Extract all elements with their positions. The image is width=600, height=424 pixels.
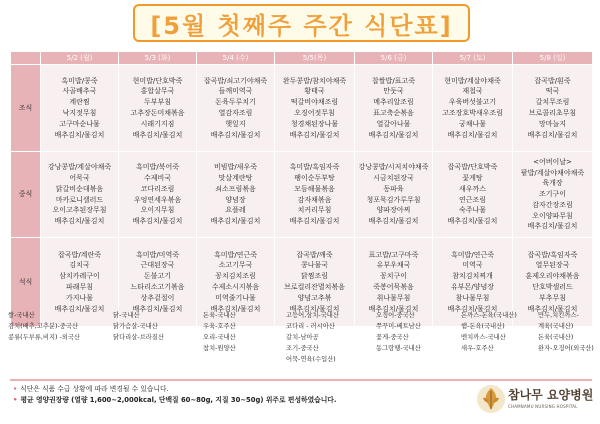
menu-item: 연근조림: [458, 195, 487, 204]
menu-item: 상추겉절이: [140, 293, 175, 302]
header-row: [11, 52, 593, 65]
menu-item: 떡갈비야채조림: [290, 98, 339, 107]
menu-item: 배추김치/물김치: [527, 222, 578, 231]
notes: [13, 384, 336, 406]
menu-cell: [119, 65, 197, 152]
menu-cell: [119, 152, 197, 238]
origin-item: 꽃게-중국산: [376, 334, 409, 341]
origin-item: 햄-돈육(국내산): [461, 323, 505, 330]
menu-item: 미역국: [462, 261, 483, 270]
menu-item: 배추김치/물김치: [368, 304, 419, 313]
menu-item: 양파장아찌: [376, 206, 411, 215]
day-header: 5/8 (일): [513, 52, 593, 65]
menu-item: 꽃게탕: [462, 173, 483, 182]
menu-item: 부추무침: [538, 293, 567, 302]
menu-item: 배추김치/물김치: [527, 304, 578, 313]
menu-item: 고조장호박새우조림: [442, 109, 503, 117]
menu-item: 닭찜조림: [300, 272, 329, 281]
menu-item: 가지나물: [65, 293, 94, 302]
origin-item: 새우-호주산: [461, 345, 494, 352]
menu-cell: [355, 65, 433, 152]
meal-row-breakfast: [11, 65, 593, 152]
menu-item: 흑미밥/미역죽: [136, 250, 179, 259]
menu-cell: [41, 152, 119, 238]
menu-cell: [197, 65, 275, 152]
title-box: [133, 4, 470, 42]
menu-item: 콩나물국: [300, 261, 329, 270]
menu-item: 황태국: [304, 87, 325, 96]
menu-item: 요플레: [225, 206, 246, 215]
origin-item: 쭈꾸미-베트남산: [376, 323, 421, 330]
menu-item: 감자채볶음: [297, 195, 332, 204]
menu-item: 양념고추볶: [297, 293, 332, 302]
menu-item: 사골배추국: [62, 87, 97, 96]
origin-item: 참치-원양산: [203, 345, 236, 352]
menu-item: 표고축순볶음: [373, 109, 414, 117]
origin-item: 코다리 - 러시아산: [286, 323, 335, 330]
note-text: 평균 영양권장량 (열량 1,600~2,000kcal, 단백질 60~80g, 지질 30~50g) 위주로 편성하였습니다.: [20, 396, 337, 404]
origin-item: 쌀-국내산: [8, 312, 35, 319]
menu-item: 궁채나물: [458, 119, 487, 128]
menu-item: 배추김치/물김치: [289, 304, 340, 313]
menu-item: 훈제오리야채볶음: [525, 272, 580, 281]
menu-item: 열감자조림: [218, 109, 253, 117]
menu-item: 배추김치/물김치: [54, 130, 105, 139]
menu-cell: [433, 65, 513, 152]
origin-column: [461, 310, 517, 354]
menu-item: 배추김치/물김치: [527, 130, 578, 139]
menu-item: 치커리무침: [297, 206, 332, 215]
menu-item: 배추김치/물김치: [132, 130, 183, 139]
meal-row-lunch: [11, 152, 593, 238]
origin-item: 닭가슴살-국내산: [113, 323, 158, 330]
menu-item: 양념장: [225, 195, 246, 204]
menu-item: 계란찜: [69, 98, 90, 107]
menu-table: [10, 51, 593, 327]
menu-item: 배추김치/물김치: [54, 217, 105, 226]
menu-cell: [197, 152, 275, 238]
header-corner: [11, 52, 41, 65]
origin-info: [10, 302, 592, 384]
menu-item: 완두콩밥/참치야채죽: [282, 76, 347, 85]
menu-cell: [513, 152, 593, 238]
origin-item: 닭다리살-브라질산: [113, 334, 164, 341]
menu-item: 코다리조림: [140, 184, 175, 193]
origin-item: 돈까스-돈육(국내산): [461, 312, 517, 319]
menu-item: 감자간장조림: [532, 200, 573, 209]
menu-item: 마카로니샐러드: [55, 195, 104, 204]
menu-item: 재첩국: [462, 87, 483, 96]
day-header: 5/3 (화): [119, 52, 197, 65]
menu-item: 소고기무국: [218, 261, 253, 270]
menu-item: 흑미밥/연근죽: [451, 250, 494, 259]
origin-item: 돈육(국내산): [538, 334, 574, 341]
menu-item: 오징어젓무침: [294, 109, 335, 117]
origin-column: [286, 310, 339, 365]
menu-item: 현미밥/단호박죽: [132, 76, 183, 85]
origin-column: [376, 310, 421, 354]
page-title: [5월 첫째주 주간 식단표]: [150, 11, 453, 40]
menu-item: 고추장돈미채볶음: [130, 109, 185, 117]
origin-item: 오징어-중국산: [376, 312, 415, 319]
menu-item: 메추리알조림: [373, 98, 414, 107]
menu-item: 모듬해물볶음: [294, 184, 335, 193]
menu-item: 배추김치/물김치: [368, 217, 419, 226]
menu-item: 배추김치/물김치: [54, 304, 105, 313]
menu-item: 시금치된장국: [373, 173, 414, 182]
note-text: 식단은 식품 수급 상황에 따라 변경될 수 있습니다.: [20, 385, 169, 393]
menu-cell: [275, 65, 355, 152]
menu-item: 단호박샐러드: [532, 283, 573, 291]
menu-item: 들깨미역국: [218, 87, 253, 96]
menu-item: 꽁치김치조림: [215, 272, 256, 281]
meal-label: 조식: [11, 65, 41, 152]
menu-item: 표고밥/고구마죽: [368, 250, 419, 259]
menu-item: 죽봉어묵볶음: [373, 283, 414, 291]
menu-item: 낙지젓무침: [62, 109, 97, 117]
meal-label: 중식: [11, 152, 41, 238]
origin-item: 고등어,삼치-국내산: [286, 312, 339, 319]
menu-item: 흑미밥/흑임자죽: [289, 163, 340, 172]
menu-item: 김치국: [69, 261, 90, 270]
menu-item: 잡곡밥/계란죽: [58, 250, 101, 259]
menu-item: 수제비국: [143, 173, 172, 182]
menu-item: 돈육두루치기: [215, 98, 256, 107]
origin-item: 갈치-남아공: [286, 334, 319, 341]
menu-item: 오이양파무침: [532, 211, 573, 220]
menu-item: 잡곡밥/흰죽: [534, 76, 571, 85]
menu-item: 유부몬/양념장: [451, 283, 494, 291]
origin-column: [538, 310, 594, 354]
menu-item: 브로콜리초무침: [528, 109, 577, 117]
origin-item: 조기-중국산: [286, 345, 319, 352]
note-line: [13, 395, 336, 406]
origin-item: 닭-국내산: [113, 312, 140, 319]
menu-cell: [513, 65, 593, 152]
origin-item: 동그랑땡-국내산: [376, 345, 421, 352]
menu-item: 브로컬리잔멸치볶음: [284, 283, 345, 291]
menu-item: 잡곡밥/단호박죽: [447, 163, 498, 172]
menu-item: 수제소시지볶음: [211, 283, 260, 291]
menu-item: 닭갈비순대볶음: [55, 184, 104, 193]
menu-item: 고구마순나물: [59, 119, 100, 128]
origin-item: 오리-국내산: [203, 334, 236, 341]
origin-column: [8, 310, 80, 343]
menu-item: 잡곡밥/흑임자죽: [527, 250, 578, 259]
day-header: 5/4 (수): [197, 52, 275, 65]
menu-item: 조기구이: [538, 190, 567, 199]
menu-item: 홍합살무국: [140, 87, 175, 96]
menu-item: 팽이순두부탕: [294, 173, 335, 182]
oak-leaf-icon: [476, 384, 506, 414]
logo-name: 참나무 요양병원: [508, 388, 594, 402]
origin-item: 만두,치킨까스-: [538, 312, 579, 319]
day-header: 5/5(목): [275, 52, 355, 65]
bullet-icon: •: [13, 396, 18, 404]
origin-item: 콩류(두부류,비지) -외국산: [8, 334, 81, 341]
menu-item: 배추김치/물김치: [447, 130, 498, 139]
origin-item: 어묵-연육(수입산): [286, 356, 336, 363]
menu-item: 잡곡밥/깨죽: [296, 250, 333, 259]
menu-item: 망마늘지: [538, 119, 567, 128]
origin-column: [113, 310, 164, 343]
menu-item: 배추김치/물김치: [210, 217, 261, 226]
origin-item: 돈육-국내산: [203, 312, 236, 319]
menu-item: 숙주나물: [458, 206, 487, 215]
menu-item: 육개장: [542, 179, 563, 188]
menu-cell: [355, 152, 433, 238]
menu-item: 햇잎지: [225, 119, 246, 128]
origin-column: [203, 310, 236, 354]
menu-item: 열갈아나물: [376, 119, 411, 128]
menu-item: 청경채된장나물: [290, 119, 339, 128]
menu-item: 근대된장국: [140, 261, 175, 270]
menu-item: 미역줄기나물: [215, 293, 256, 302]
menu-item: 배추김치/물김치: [447, 304, 498, 313]
logo-subtitle: CHAMNAMU NURSING HOSPITAL: [508, 404, 578, 409]
menu-item: 배추김치/물김치: [210, 130, 261, 139]
menu-cell: [433, 152, 513, 238]
menu-item: 느타리소고기볶음: [130, 283, 185, 291]
menu-item: 배추김치/물김치: [132, 217, 183, 226]
menu-item: 동파육: [383, 184, 404, 193]
note-line: [13, 384, 336, 395]
menu-cell: [41, 65, 119, 152]
menu-item: 우엉연세우볶음: [133, 195, 182, 204]
menu-item: 배추김치/물김치: [289, 130, 340, 139]
menu-item: 쇠소프림볶음: [215, 184, 256, 193]
menu-item: 배추김치/물김치: [289, 217, 340, 226]
menu-item: 현미밥/계살야채죽: [444, 76, 501, 85]
day-header: 5/6 (금): [355, 52, 433, 65]
origin-item: 김치(배추,고추분)-중국산: [8, 323, 79, 330]
menu-item: 열무된장국: [535, 261, 570, 270]
menu-item: 비빔밥/새우죽: [214, 163, 257, 172]
origin-item: 우육-호주산: [203, 323, 236, 330]
menu-item: 강낭콩밥/시저치야채죽: [358, 163, 429, 172]
hospital-logo: [476, 384, 596, 418]
menu-item: 참치김치찌개: [452, 272, 493, 281]
meal-label: 석식: [11, 238, 41, 327]
menu-item: 찹쌀밥/표고죽: [372, 76, 415, 85]
menu-item: 취나물무침: [376, 293, 411, 302]
menu-item: 청포묵김가루무침: [366, 195, 421, 204]
menu-item: 돈불고기: [143, 272, 172, 281]
day-header: 5/7 (토): [433, 52, 513, 65]
menu-item: 만둣국: [383, 87, 404, 96]
menu-item: 잡곡밥/쇠고기야채죽: [203, 76, 268, 85]
menu-item: 흑미밥/콩죽: [61, 76, 98, 85]
origin-item: 계육(국내산): [538, 323, 574, 330]
bullet-icon: •: [13, 385, 18, 393]
menu-item: 흑미밥/연근죽: [214, 250, 257, 259]
origin-item: 멘치까스-국내산: [461, 334, 506, 341]
menu-item: 새우까스: [458, 184, 487, 193]
day-header: 5/2 (월): [41, 52, 119, 65]
menu-item: 배추김치/물김치: [447, 217, 498, 226]
menu-item: 배추김치/물김치: [132, 304, 183, 313]
menu-item: 배추김치/물김치: [210, 304, 261, 313]
menu-item: 파래무침: [65, 283, 94, 291]
menu-item: 유부우채국: [376, 261, 411, 270]
menu-item: 강낭콩밥/계살야채죽: [47, 163, 112, 172]
menu-item: 배추김치/물김치: [368, 130, 419, 139]
menu-item: 오이지무침: [140, 206, 175, 215]
menu-item: 우육버섯불고기: [448, 98, 497, 107]
menu-item: 갈치무조림: [535, 98, 570, 107]
menu-item: 떡국: [545, 87, 560, 96]
menu-item: 시래기지짐: [140, 119, 175, 128]
menu-item: 꽁치구이: [379, 272, 408, 281]
menu-item: 오이고추된장무침: [52, 206, 107, 215]
menu-item: 참나물무침: [455, 293, 490, 302]
divider: [10, 379, 592, 381]
menu-item: 팥밥/계살야채야채죽: [520, 168, 585, 177]
menu-item: 흑미밥/북어죽: [136, 163, 179, 172]
menu-item: 어묵국: [69, 173, 90, 182]
menu-item: 맛살계란탕: [218, 173, 253, 182]
menu-item: 삼치카레구이: [59, 272, 100, 281]
menu-item: 두부부침: [143, 98, 172, 107]
origin-item: 완자-오징어(외국산): [538, 345, 594, 352]
menu-item: <어버이날>: [533, 157, 572, 166]
menu-cell: [275, 152, 355, 238]
